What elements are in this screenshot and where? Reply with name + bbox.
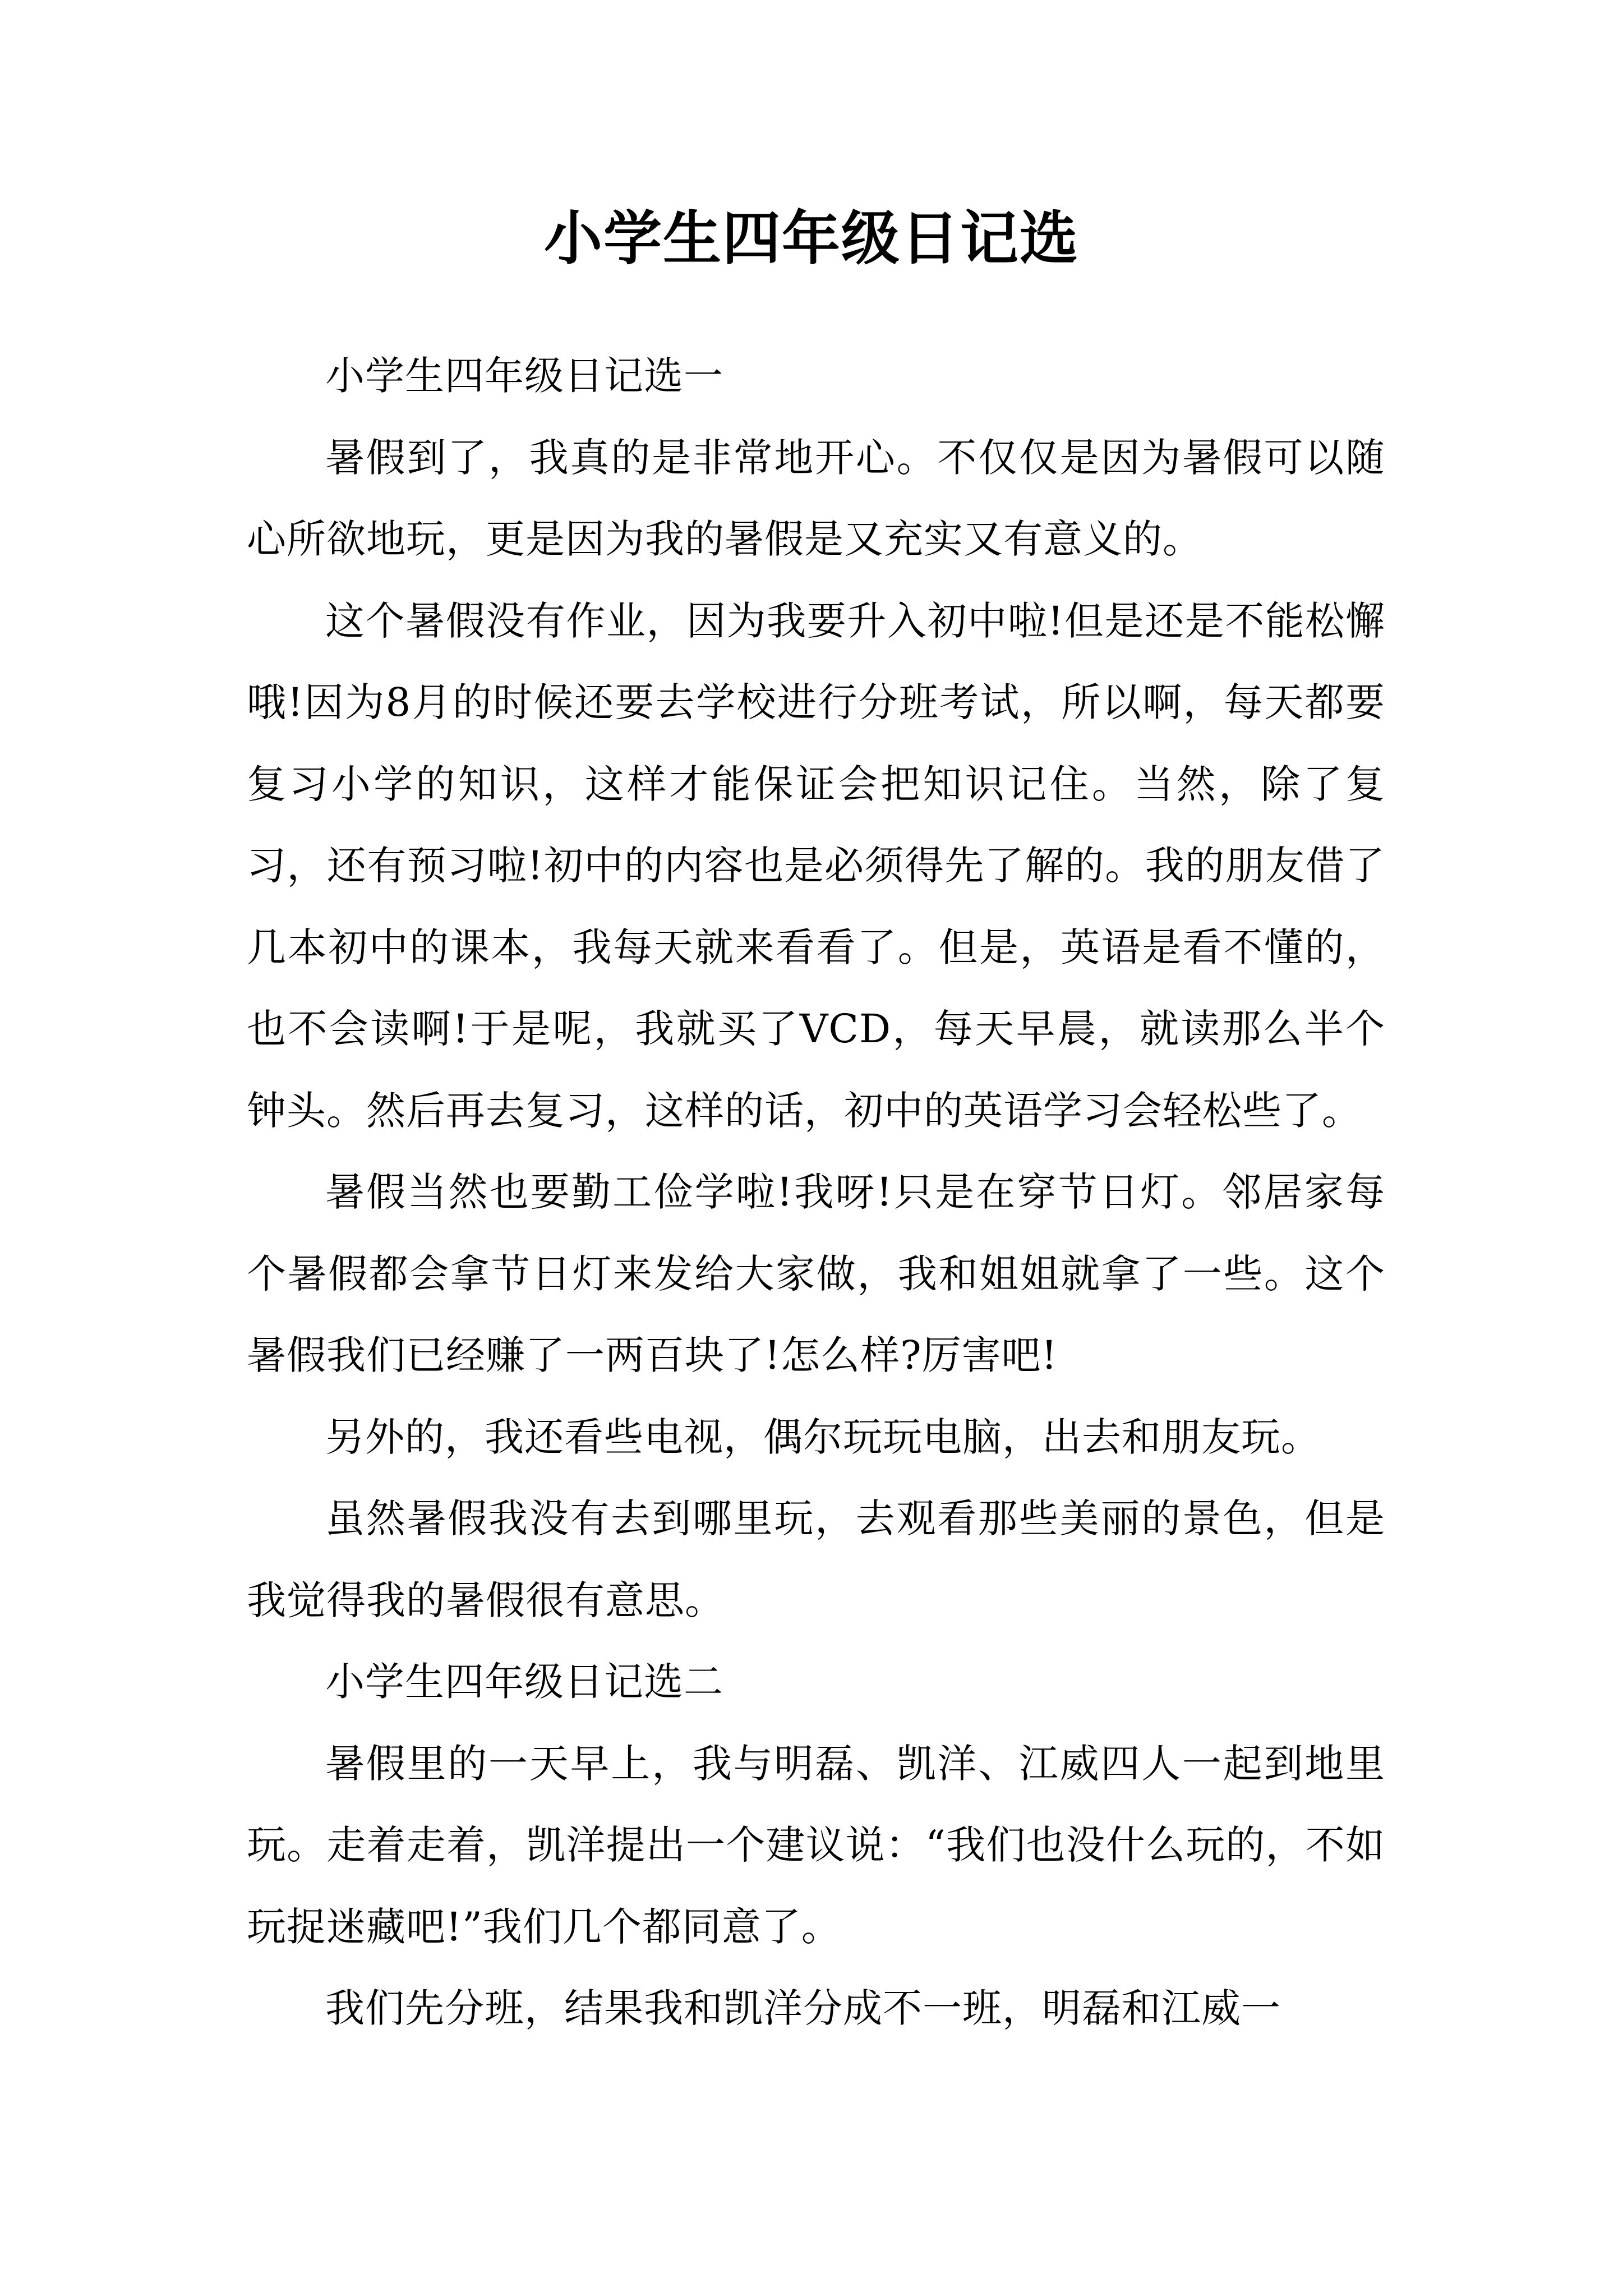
paragraph: 暑假当然也要勤工俭学啦!我呀!只是在穿节日灯。邻居家每个暑假都会拿节日灯来发给大家做，我和姐姐就拿了一些。这个暑假我们已经赚了一两百块了!怎么样?厉害吧! [247, 1169, 1385, 1378]
paragraph: 暑假到了，我真的是非常地开心。不仅仅是因为暑假可以随心所欲地玩，更是因为我的暑假是又充实又有意义的。 [247, 434, 1385, 562]
paragraph: 虽然暑假我没有去到哪里玩，去观看那些美丽的景色，但是我觉得我的暑假很有意思。 [247, 1496, 1385, 1623]
paragraph: 暑假里的一天早上，我与明磊、凯洋、江威四人一起到地里玩。走着走着，凯洋提出一个建议说：“我们也没什么玩的，不如玩捉迷藏吧!”我们几个都同意了。 [247, 1740, 1385, 1950]
paragraph: 这个暑假没有作业，因为我要升入初中啦!但是还是不能松懈哦!因为8月的时候还要去学校进行分班考试，所以啊，每天都要复习小学的知识，这样才能保证会把知识记住。当然，除了复习，还有预习啦!初中的内容也是必须得先了解的。我的朋友借了几本初中的课本，我每天就来看看了。但是，英语是看不懂的，也不会读啊!于是呢，我就买了VCD，每天早晨，就读那么半个钟头。然后再去复习，这样的话，初中的英语学习会轻松些了。 [247, 597, 1385, 1134]
paragraph: 另外的，我还看些电视，偶尔玩玩电脑，出去和朋友玩。 [325, 1414, 1321, 1460]
document-body [247, 335, 1385, 2050]
document-title: 小学生四年级日记选 [543, 204, 1079, 273]
section-heading: 小学生四年级日记选一 [325, 353, 723, 399]
section-heading: 小学生四年级日记选二 [325, 1659, 723, 1705]
paragraph: 我们先分班，结果我和凯洋分成不一班，明磊和江威一 [325, 1985, 1281, 2031]
